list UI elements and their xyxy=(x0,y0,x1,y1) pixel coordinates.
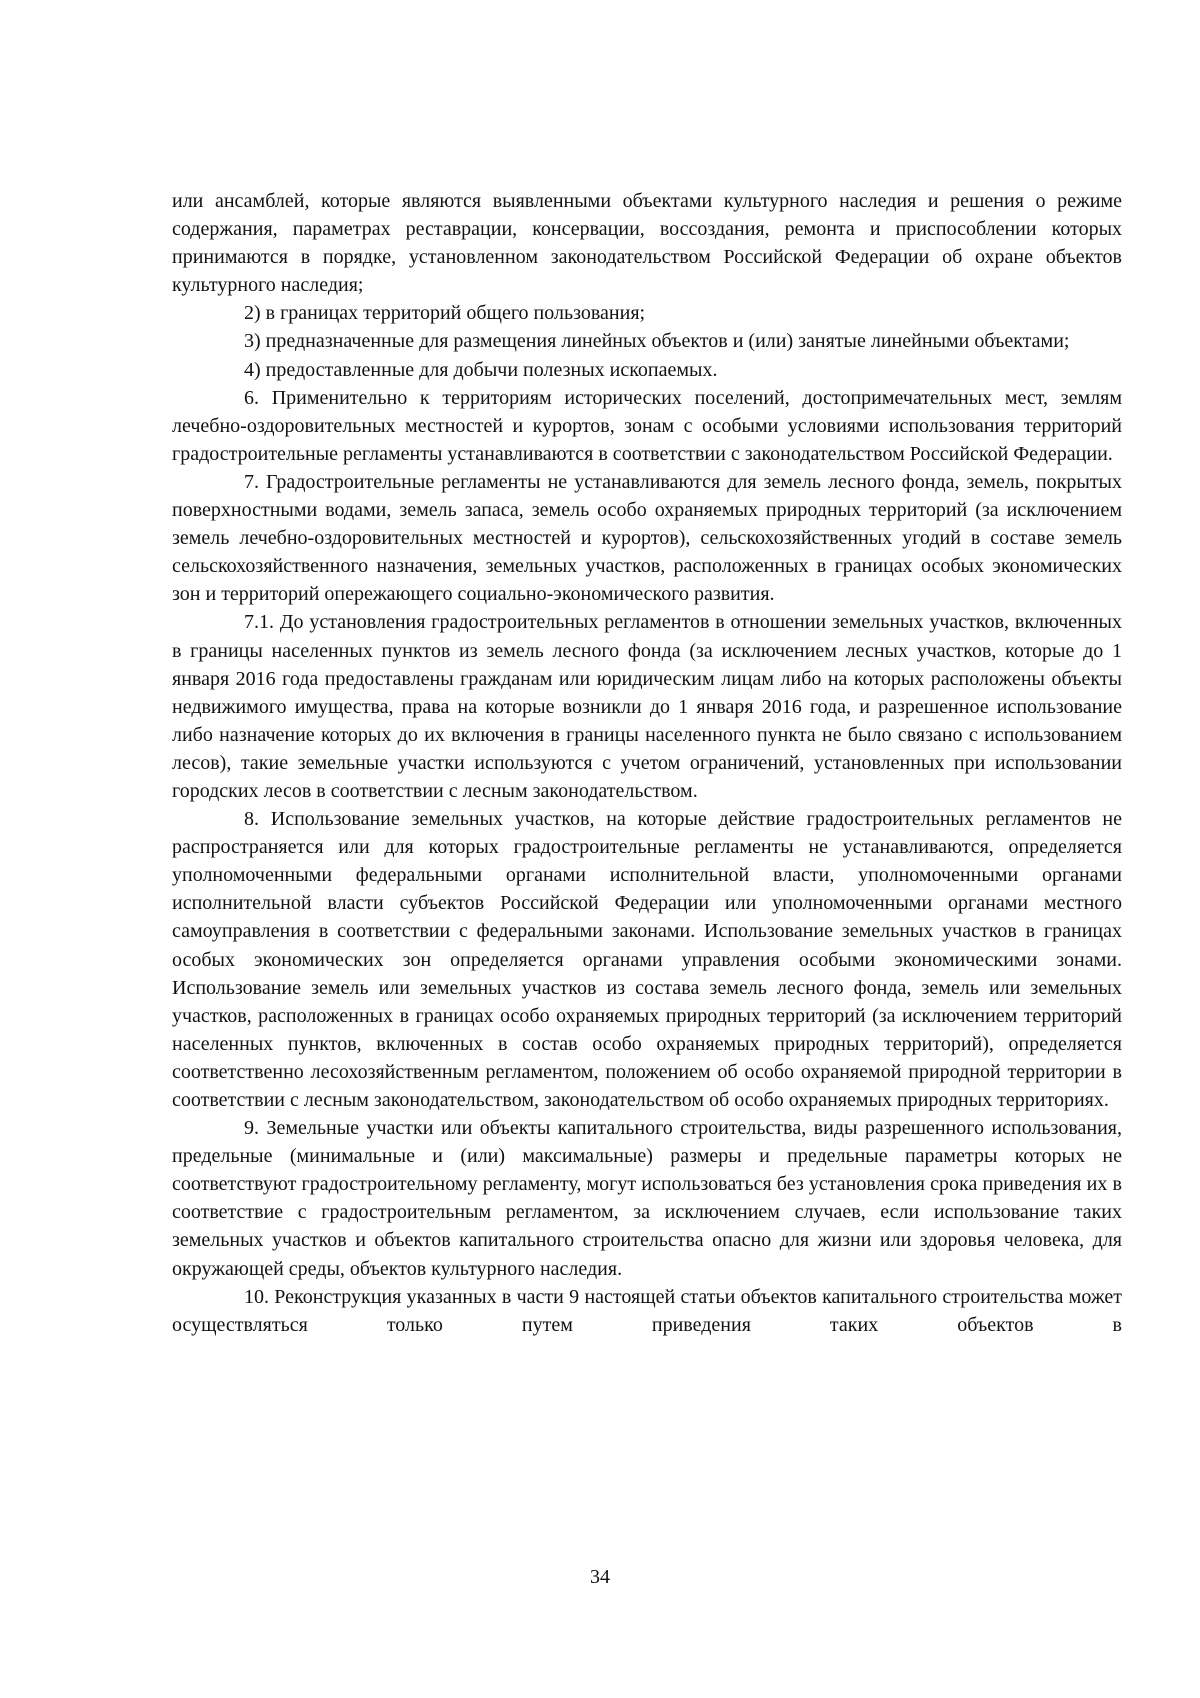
paragraph: или ансамблей, которые являются выявленными объектами культурного наследия и решения о режиме содержания, параметрах реставрации, консервации, воссоздания, ремонта и приспособлении которых принимаются в порядке, установленном законодательством Российской Федерации об охране объектов культурного наследия; xyxy=(172,190,1122,297)
paragraph: 6. Применительно к территориям исторических поселений, достопримечательных мест, землям лечебно-оздоровительных местностей и курортов, зонам с особыми условиями использования территорий градостроительные регламенты устанавливаются в соответствии с законодательством Российской Федерации. xyxy=(172,386,1122,465)
page-number: 34 xyxy=(590,1566,610,1588)
paragraph: 4) предоставленные для добычи полезных ископаемых. xyxy=(244,358,718,381)
paragraph: 7.1. До установления градостроительных регламентов в отношении земельных участков, включенных в границы населенных пунктов из земель лесного фонда (за исключением лесных участков, которые до 1 января 2016 года предоставлены гражданам или юридическим лицам либо на которых расположены объекты недвижимого имущества, права на которые возникли до 1 января 2016 года, и разрешенное использование либо назначение которых до их включения в границы населенного пункта не было связано с использованием лесов), такие земельные участки используются с учетом ограничений, установленных при использовании городских лесов в соответствии с лесным законодательством. xyxy=(172,611,1122,802)
paragraph: 8. Использование земельных участков, на которые действие градостроительных регламентов не распространяется или для которых градостроительные регламенты не устанавливаются, определяется уполномоченными федеральными органами исполнительной власти, уполномоченными органами исполнительной власти субъектов Российской Федерации или уполномоченными органами местного самоуправления в соответствии с федеральными законами. Использование земельных участков в границах особых экономических зон определяется органами управления особыми экономическими зонами. Использование земель или земельных участков из состава земель лесного фонда, земель или земельных участков, расположенных в границах особо охраняемых природных территорий (за исключением территорий населенных пунктов, включенных в состав особо охраняемых природных территорий), определяется соответственно лесохозяйственным регламентом, положением об особо охраняемой природной территории в соответствии с лесным законодательством, законодательством об особо охраняемых природных территориях. xyxy=(172,808,1122,1111)
paragraph: 3) предназначенные для размещения линейных объектов и (или) занятые линейными объектами; xyxy=(244,330,1070,353)
document-body xyxy=(172,187,1122,1339)
paragraph: 7. Градостроительные регламенты не устанавливаются для земель лесного фонда, земель, покрытых поверхностными водами, земель запаса, земель особо охраняемых природных территорий (за исключением земель лечебно-оздоровительных местностей и курортов), сельскохозяйственных угодий в составе земель сельскохозяйственного назначения, земельных участков, расположенных в границах особых экономических зон и территорий опережающего социально-экономического развития. xyxy=(172,470,1122,606)
paragraph: 9. Земельные участки или объекты капитального строительства, виды разрешенного использования, предельные (минимальные и (или) максимальные) размеры и предельные параметры которых не соответствуют градостроительному регламенту, могут использоваться без установления срока приведения их в соответствие с градостроительным регламентом, за исключением случаев, если использование таких земельных участков и объектов капитального строительства опасно для жизни или здоровья человека, для окружающей среды, объектов культурного наследия. xyxy=(172,1117,1122,1280)
paragraph: 10. Реконструкция указанных в части 9 настоящей статьи объектов капитального строительства может осуществляться только путем приведения таких объектов в xyxy=(172,1285,1122,1336)
paragraph: 2) в границах территорий общего пользования; xyxy=(244,302,646,325)
